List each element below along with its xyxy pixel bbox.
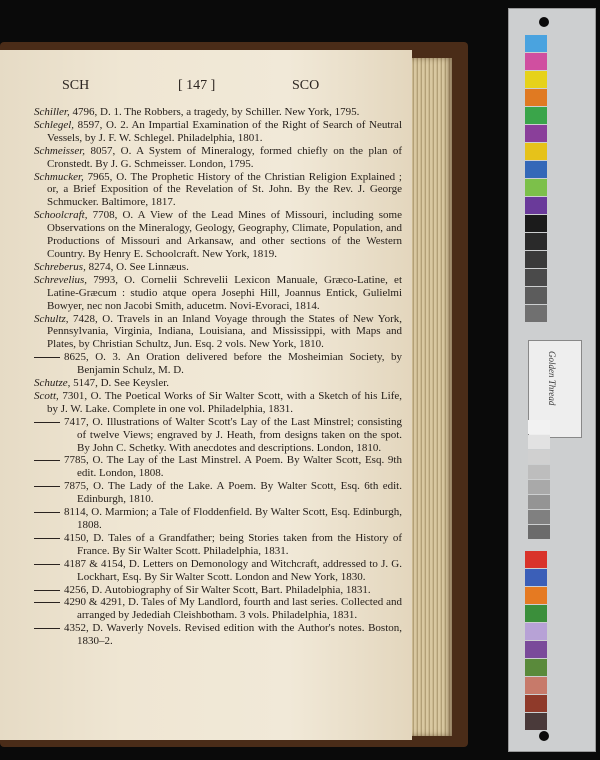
running-head xyxy=(0,78,412,98)
entry-text: 8274, O. See Linnæus. xyxy=(85,260,189,273)
book-page xyxy=(0,50,412,740)
ditto-dash xyxy=(34,564,60,565)
color-swatch xyxy=(525,623,547,640)
entry-text: 7428, O. Travels in an Inland Voyage through the States of New York, Pennsylvania, Virginia, Indiana, Louisiana, and Mississippi, with Maps and Plates, by Christian Schultz, Jun. Esq. 2 vols. New York, 1810. xyxy=(47,312,402,351)
catalog-sub-entry xyxy=(34,622,402,648)
entry-text: 4256, D. Autobiography of Sir Walter Scott, Bart. Philadelphia, 1831. xyxy=(64,583,371,596)
entry-text: 7785, O. The Lay of the Last Minstrel. A Poem. By Walter Scott, Esq. 9th edit. London, 1808. xyxy=(64,454,402,480)
catalog-entry xyxy=(34,377,402,390)
ditto-dash xyxy=(34,357,60,358)
color-swatch xyxy=(525,251,547,268)
catalog-entry xyxy=(34,145,402,171)
color-swatch xyxy=(525,641,547,658)
page-number: [ 147 ] xyxy=(178,78,216,93)
ditto-dash xyxy=(34,512,60,513)
color-swatch xyxy=(525,587,547,604)
strip-hole-bottom xyxy=(539,731,549,741)
color-swatch xyxy=(525,107,547,124)
entry-author: Scott, xyxy=(34,389,59,402)
color-swatch xyxy=(525,215,547,232)
color-swatch xyxy=(525,89,547,106)
catalog-sub-entry xyxy=(34,416,402,455)
label-card-text: Golden Thread xyxy=(547,351,557,406)
ditto-dash xyxy=(34,460,60,461)
catalog-sub-entry xyxy=(34,506,402,532)
color-swatch xyxy=(525,305,547,322)
entry-text: 7417, O. Illustrations of Walter Scott's Lay of the Last Minstrel; consisting of twelve Views; engraved by J. Heath, from designs taken on the spot. By John C. Schetky. With anecdotes and descriptions. London, 1810. xyxy=(64,415,402,454)
entry-author: Schiller, xyxy=(34,106,70,118)
entry-author: Schutze, xyxy=(34,377,71,390)
ditto-dash xyxy=(34,590,60,591)
color-swatch xyxy=(525,197,547,214)
color-swatch xyxy=(525,35,547,52)
color-swatch xyxy=(525,125,547,142)
ditto-dash xyxy=(34,602,60,603)
gray-swatch xyxy=(528,435,550,449)
color-swatch xyxy=(525,551,547,568)
color-swatch xyxy=(525,569,547,586)
color-swatch xyxy=(525,53,547,70)
catalog-sub-entry xyxy=(34,596,402,622)
catalog-entry xyxy=(34,390,402,416)
gray-scale xyxy=(528,420,550,540)
entry-author: Schlegel, xyxy=(34,118,75,131)
entry-text: 8597, O. 2. An Impartial Examination of the Right of Search of Neutral Vessels, by J. F. W. Schlegel. Philadelphia, 1801. xyxy=(47,118,402,144)
color-swatch xyxy=(525,287,547,304)
entry-text: 4352, D. Waverly Novels. Revised edition with the Author's notes. Boston, 1830–2. xyxy=(64,622,402,648)
gray-swatch xyxy=(528,495,550,509)
catalog-sub-entry xyxy=(34,351,402,377)
entry-text: 4150, D. Tales of a Grandfather; being Stories taken from the History of France. By Sir Walter Scott. Philadelphia, 1831. xyxy=(64,531,402,557)
strip-hole-top xyxy=(539,17,549,27)
color-swatch xyxy=(525,269,547,286)
ditto-dash xyxy=(34,538,60,539)
entry-author: Schrevelius, xyxy=(34,273,88,286)
color-swatch xyxy=(525,677,547,694)
color-swatches xyxy=(525,35,565,323)
catalog-sub-entry xyxy=(34,532,402,558)
entry-author: Schmeisser, xyxy=(34,144,86,157)
ditto-dash xyxy=(34,422,60,423)
entry-author: Schreberus, xyxy=(34,260,86,273)
entry-text: 7301, O. The Poetical Works of Sir Walter Scott, with a Sketch of his Life, by J. W. Lake. Complete in one vol. Philadelphia, 1831. xyxy=(47,389,402,415)
running-head-left: SCH xyxy=(62,78,90,93)
entry-text: 7993, O. Cornelii Schrevelii Lexicon Manuale, Græco-Latine, et Latine-Græcum : studio atque opera Josephi Hill, Joannus Entick, Gulielmi Bowyer, nec non Jacobi Smith, aducetm. Novi-Evoraci, 1814. xyxy=(47,273,402,312)
ditto-dash xyxy=(34,486,60,487)
catalog-entry xyxy=(34,106,402,119)
gray-swatch xyxy=(528,450,550,464)
entry-text: 8057, O. A System of Mineralogy, formed chiefly on the plan of Cronstedt. By J. G. Schmeisser. London, 1795. xyxy=(47,144,402,170)
catalog-sub-entry xyxy=(34,454,402,480)
ditto-dash xyxy=(34,628,60,629)
catalog-entry xyxy=(34,313,402,352)
catalog-entry xyxy=(34,119,402,145)
color-swatch xyxy=(525,695,547,712)
color-swatch xyxy=(525,659,547,676)
entry-text: 7965, O. The Prophetic History of the Christian Religion Explained ; or, a Brief Exposition of the Revelation of St. John. By the Rev. J. George Schmucker. Baltimore, 1817. xyxy=(47,170,402,209)
catalog-entry xyxy=(34,274,402,313)
entry-author: Schoolcraft, xyxy=(34,209,88,222)
color-swatch xyxy=(525,713,547,730)
gray-swatch xyxy=(528,510,550,524)
gray-swatch xyxy=(528,420,550,434)
catalog-entry xyxy=(34,171,402,210)
entry-text: 5147, D. See Keysler. xyxy=(70,377,170,390)
catalog-sub-entry xyxy=(34,584,402,597)
color-swatch xyxy=(525,179,547,196)
entry-text: 4187 & 4154, D. Letters on Demonology and Witchcraft, addressed to J. G. Lockhart, Esq. By Sir Walter Scott. London and New York, 1830. xyxy=(64,557,402,583)
catalog-sub-entry xyxy=(34,558,402,584)
running-head-right: SCO xyxy=(292,78,320,93)
color-swatch xyxy=(525,605,547,622)
entry-text: 8625, O. 3. An Oration delivered before the Mosheimian Society, by Benjamin Schulz, M. D. xyxy=(64,351,402,377)
lower-color-swatches xyxy=(525,551,565,731)
page-edges xyxy=(408,58,452,736)
gray-swatch xyxy=(528,525,550,539)
catalog-entries xyxy=(34,106,402,648)
catalog-entry xyxy=(34,261,402,274)
color-swatch xyxy=(525,161,547,178)
entry-author: Schultz, xyxy=(34,312,69,325)
color-swatch xyxy=(525,71,547,88)
entry-text: 4290 & 4291, D. Tales of My Landlord, fourth and last series. Collected and arranged by Jedediah Cleishbotham. 3 vols. Philadelphia, 1831. xyxy=(64,596,402,622)
color-swatch xyxy=(525,233,547,250)
catalog-sub-entry xyxy=(34,480,402,506)
gray-swatch xyxy=(528,465,550,479)
gray-swatch xyxy=(528,480,550,494)
entry-author: Schmucker, xyxy=(34,170,84,183)
entry-text: 8114, O. Marmion; a Tale of Floddenfield. By Walter Scott, Esq. Edinburgh, 1808. xyxy=(64,506,402,531)
entry-text: 7875, O. The Lady of the Lake. A Poem. By Walter Scott, Esq. 6th edit. Edinburgh, 1810. xyxy=(64,480,402,506)
entry-text: 7708, O. A View of the Lead Mines of Missouri, including some Observations on the Mineralogy, Geology, Geography, Climate, Population, and Productions of Missouri and Arkansaw, and other sections of the Western Country. By Henry E. Schoolcraft. New York, 1819. xyxy=(47,209,402,260)
entry-text: 4796, D. 1. The Robbers, a tragedy, by Schiller. New York, 1795. xyxy=(69,106,360,118)
color-swatch xyxy=(525,143,547,160)
catalog-entry xyxy=(34,209,402,261)
